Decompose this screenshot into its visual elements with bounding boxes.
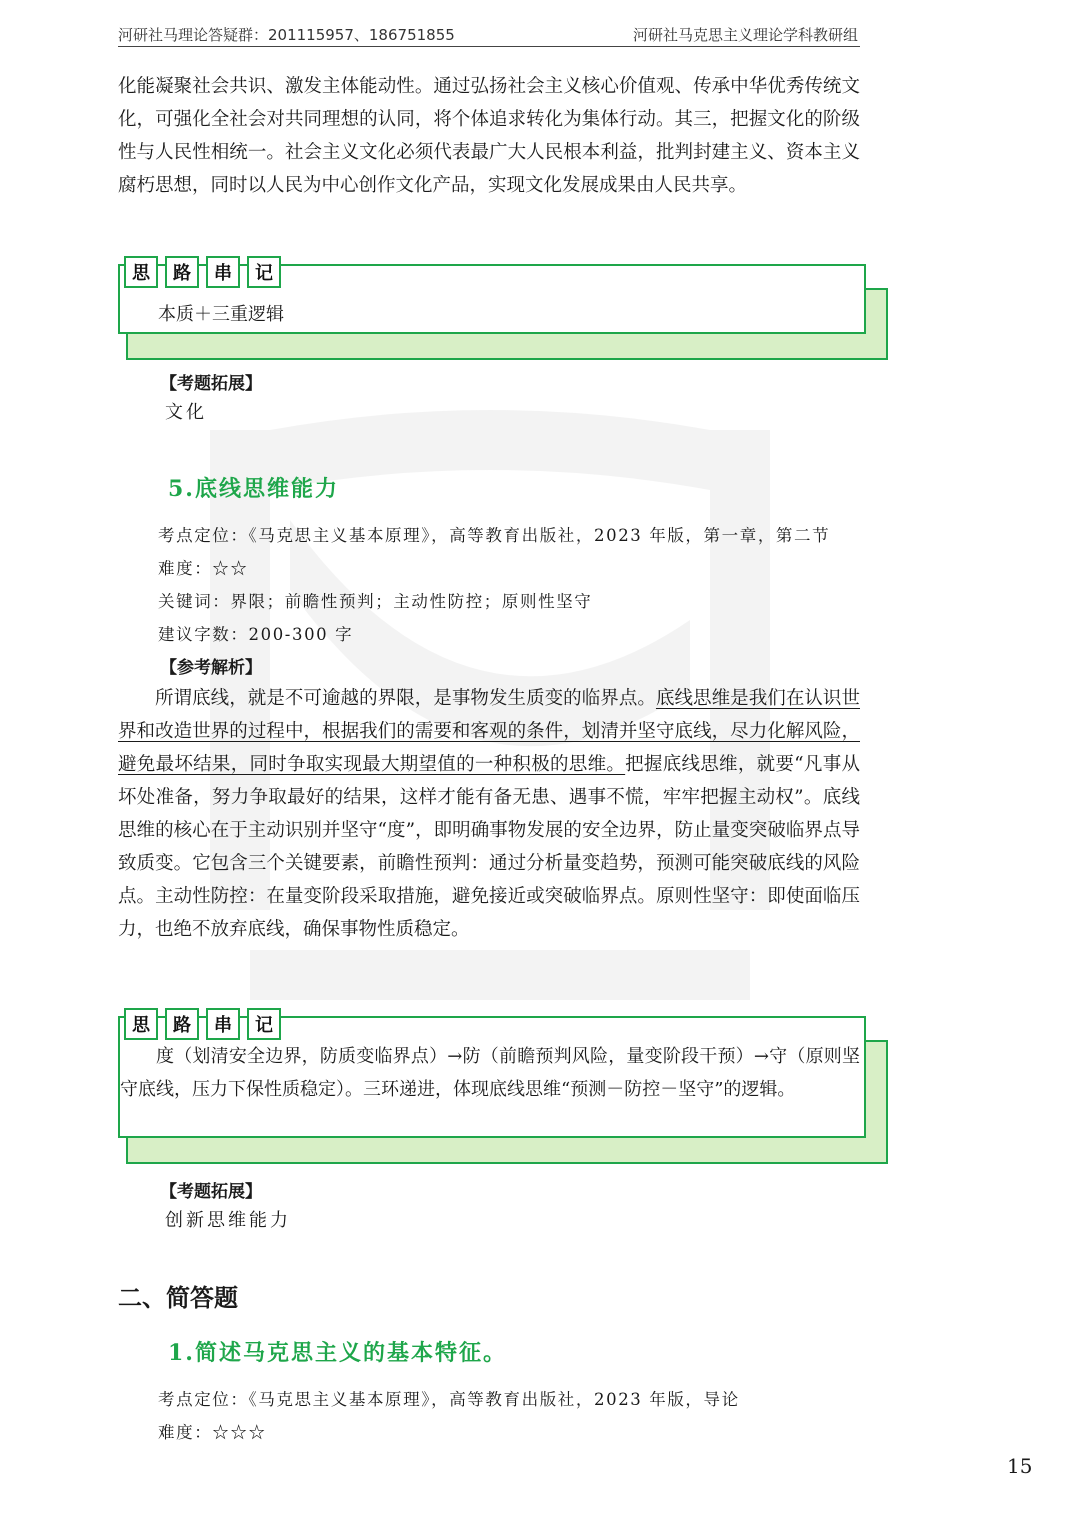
analysis-underlined-text: 底线思维是我们在认识世界和改造世界的过程中，根据我们的需要和客观的条件，划清并坚守底线，尽力化解风险，避免最坏结果，同时争取实现最大期望值的一种积极的思维。 [118, 688, 860, 775]
mnemonic-text: 本质＋三重逻辑 [158, 304, 284, 325]
mnemonic-tag: 思 [124, 256, 158, 288]
mnemonic-tag: 记 [247, 1008, 281, 1040]
mnemonic-tag: 串 [206, 256, 240, 288]
header-group-info: 河研社马理论答疑群：201115957、186751855 [118, 26, 455, 44]
header-org-name: 河研社马克思主义理论学科教研组 [632, 26, 858, 44]
mnemonic-tag: 记 [247, 256, 281, 288]
extension-value: 文化 [165, 402, 207, 423]
analysis-text: 把握底线思维，就要“凡事从坏处准备，努力争取最好的结果，这样才能有备无患、遇事不慌，牢牢把握主动权”。底线思维的核心在于主动识别并坚守“度”，即明确事物发展的安全边界，防止量变突破临界点导致质变。它包含三个关键要素，前瞻性预判：通过分析量变趋势，预测可能突破底线的风险点。主动性防控：在量变阶段采取措施，避免接近或突破临界点。原则性坚守：即使面临压力，也绝不放弃底线，确保事物性质稳定。 [118, 754, 860, 940]
difficulty: 难度：☆☆☆ [158, 1423, 267, 1442]
mnemonic-tags [124, 256, 281, 288]
extension-label: 【考题拓展】 [160, 374, 262, 394]
mnemonic-text: 度（划清安全边界，防质变临界点）→防（前瞻预判风险，量变阶段干预）→守（原则坚守底线，压力下保性质稳定）。三环递进，体现底线思维“预测－防控－坚守”的逻辑。 [120, 1046, 860, 1100]
mnemonic-tag: 思 [124, 1008, 158, 1040]
mnemonic-tags [124, 1008, 281, 1040]
mnemonic-tag: 路 [165, 1008, 199, 1040]
topic-location: 考点定位：《马克思主义基本原理》，高等教育出版社，2023 年版，导论 [158, 1390, 740, 1409]
topic-location: 考点定位：《马克思主义基本原理》，高等教育出版社，2023 年版，第一章，第二节 [158, 526, 831, 545]
analysis-text: 所谓底线，就是不可逾越的界限，是事物发生质变的临界点。 [155, 688, 656, 709]
mnemonic-box-1 [118, 264, 864, 360]
analysis-paragraph [118, 682, 860, 946]
question-title: 1.简述马克思主义的基本特征。 [168, 1340, 507, 1366]
page-number: 15 [1007, 1454, 1033, 1478]
section-title: 5.底线思维能力 [168, 476, 339, 502]
word-count: 建议字数：200-300 字 [158, 625, 354, 644]
mnemonic-tag: 串 [206, 1008, 240, 1040]
keywords: 关键词：界限；前瞻性预判；主动性防控；原则性坚守 [158, 592, 593, 611]
extension-label: 【考题拓展】 [160, 1182, 262, 1202]
mnemonic-tag: 路 [165, 256, 199, 288]
mnemonic-box-2 [118, 1016, 864, 1164]
extension-value: 创新思维能力 [165, 1210, 291, 1231]
intro-paragraph: 化能凝聚社会共识、激发主体能动性。通过弘扬社会主义核心价值观、传承中华优秀传统文化，可强化全社会对共同理想的认同，将个体追求转化为集体行动。其三，把握文化的阶级性与人民性相统一。社会主义文化必须代表最广大人民根本利益，批判封建主义、资本主义腐朽思想，同时以人民为中心创作文化产品，实现文化发展成果由人民共享。 [118, 76, 860, 196]
analysis-label: 【参考解析】 [160, 658, 262, 678]
difficulty: 难度：☆☆ [158, 559, 249, 578]
part-heading: 二、简答题 [118, 1284, 238, 1312]
header-divider [118, 46, 860, 47]
